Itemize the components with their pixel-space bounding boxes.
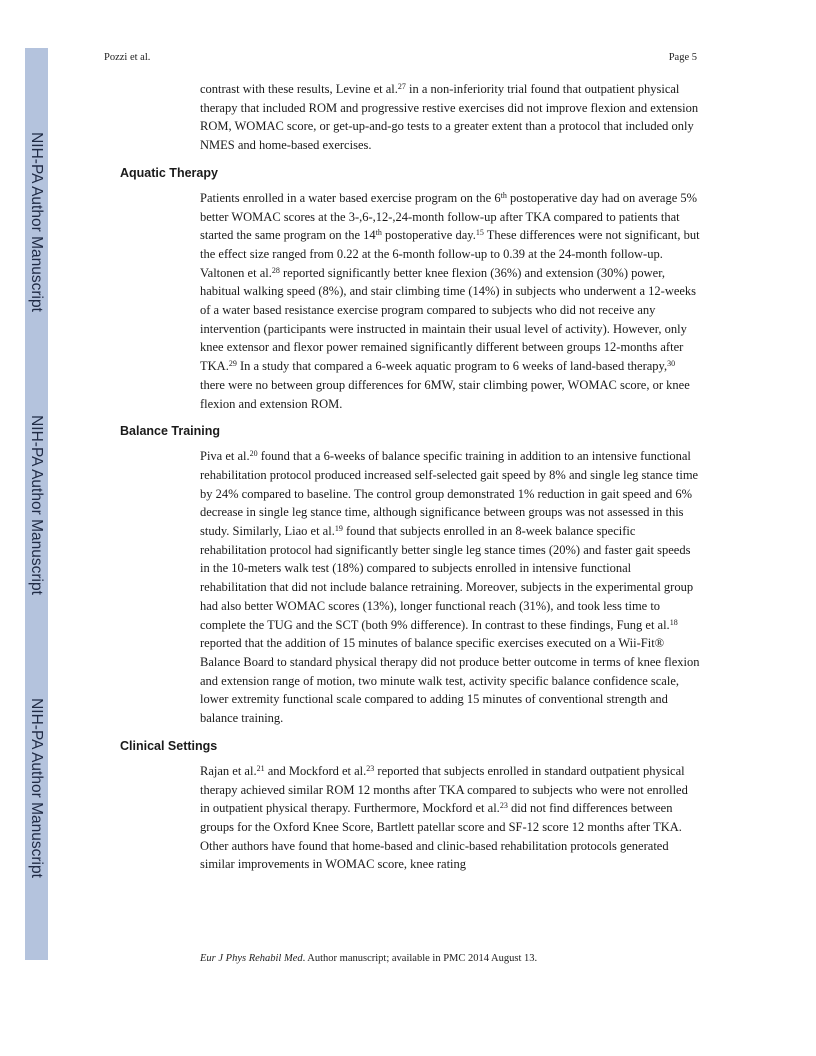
text-run: Rajan et al. <box>200 763 257 778</box>
text-run: postoperative day had on average 5% better WOMAC scores at the 3-,6-,12-,24-month follow-up after TKA compared to patients that started the same program on the 14 <box>200 190 698 243</box>
reference-superscript: 15 <box>475 228 484 238</box>
reference-superscript: 23 <box>499 801 508 811</box>
text-run: found that a 6-weeks of balance specific training in addition to an intensive functional rehabilitation protocol produced increased self-selected gait speed by 8% and single leg stance time by 24% compared to baseline. The control group demonstrated 1% reduction in gait speed and 6% decrease in single leg stance time, although significance between groups was not assessed in this study. Similarly, Liao et al. <box>200 449 699 539</box>
text-run: reported significantly better knee flexion (36%) and extension (30%) power, habitual walking speed (8%), and stair climbing time (14%) in subjects who underwent a 12-weeks of a water based resistance exercise program compared to subjects who did not receive any intervention (participants were instructed in maintain their usual level of activity). However, only knee extensor and flexor power remained significantly different between groups 12-months after TKA. <box>200 265 697 374</box>
text-run: reported that the addition of 15 minutes of balance specific exercises executed on a Wii-Fit® Balance Board to standard physical therapy did not produce better outcome in terms of knee flexion and extension range of motion, two minute walk test, activity specific balance confidence scale, lower extremity functional scale compared to adding 15 minutes of conventional strength and balance training. <box>200 636 700 726</box>
reference-superscript: th <box>375 228 382 238</box>
reference-superscript: 20 <box>249 449 258 459</box>
reference-superscript: 23 <box>366 763 375 773</box>
text-run: there were no between group differences for 6MW, stair climbing power, WOMAC score, or knee flexion and extension ROM. <box>200 377 690 411</box>
text-run: These differences were not significant, but the effect size ranged from 0.22 at the 6-month follow-up to 0.39 at the 24-month follow-up. Valtonen et al. <box>200 228 700 280</box>
text-run: Patients enrolled in a water based exercise program on the 6 <box>200 190 501 205</box>
paragraph-aquatic-therapy <box>200 189 700 413</box>
text-run: did not find differences between groups for the Oxford Knee Score, Bartlett patellar score and SF-12 score 12 months after TKA. Other authors have found that home-based and clinic-based rehabilitation protocols generated similar improvements in WOMAC score, knee rating <box>200 801 682 872</box>
text-run: contrast with these results, Levine et al. <box>200 82 398 96</box>
journal-name: Eur J Phys Rehabil Med <box>200 953 303 964</box>
reference-superscript: 30 <box>667 359 676 369</box>
heading-clinical-settings: Clinical Settings <box>120 738 218 753</box>
text-run: Piva et al. <box>200 449 250 464</box>
manuscript-note: . Author manuscript; available in PMC 2014 August 13. <box>302 953 538 964</box>
heading-aquatic-therapy: Aquatic Therapy <box>120 165 218 180</box>
running-head-author: Pozzi et al. <box>104 52 151 63</box>
paragraph-clinical-settings <box>200 762 700 874</box>
citation-footer <box>200 953 537 964</box>
reference-superscript: 18 <box>669 617 678 627</box>
reference-superscript: 28 <box>271 265 280 275</box>
text-run: reported that subjects enrolled in standard outpatient physical therapy achieved similar ROM 12 months after TKA compared to subjects who were not enrolled in outpatient physical therapy. Furthermore, Mockford et al. <box>200 763 688 816</box>
reference-superscript: 19 <box>334 524 343 534</box>
paragraph-continuation <box>200 80 700 155</box>
running-head-page: Page 5 <box>668 52 697 63</box>
paragraph-balance-training <box>200 447 700 728</box>
text-run: postoperative day. <box>381 228 476 243</box>
text-run: In a study that compared a 6-week aquatic program to 6 weeks of land-based therapy, <box>236 359 668 374</box>
heading-balance-training: Balance Training <box>120 424 221 439</box>
reference-superscript: 27 <box>397 82 406 91</box>
article-body <box>120 80 700 874</box>
text-run: in a non-inferiority trial found that outpatient physical therapy that included ROM and progressive restive exercises did not improve flexion and extension ROM, WOMAC score, or get-up-and-go tests to a greater extent than a protocol that included only NMES and home-based exercises. <box>200 82 699 153</box>
reference-superscript: 21 <box>256 763 265 773</box>
text-run: and Mockford et al. <box>264 763 367 778</box>
reference-superscript: 29 <box>228 359 237 369</box>
reference-superscript: th <box>500 190 507 200</box>
text-run: found that subjects enrolled in an 8-week balance specific rehabilitation protocol had significantly better single leg stance times (20%) and faster gait speeds in the 10-meters walk test (18%) compared to subjects enrolled in intensive functional rehabilitation that did not include balance retraining. Moreover, subjects in the experimental group had also better WOMAC scores (13%), longer functional reach (31%), and took less time to complete the TUG and the SCT (both 9% difference). In contrast to these findings, Fung et al. <box>200 524 694 632</box>
